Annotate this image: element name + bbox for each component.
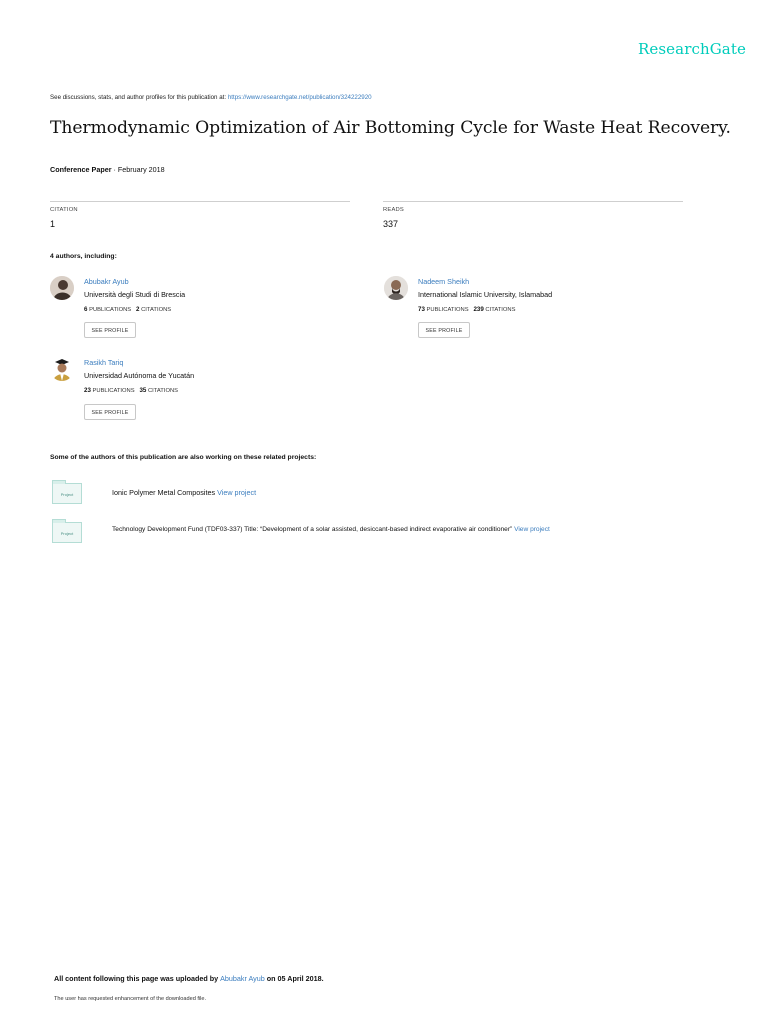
publication-url-link[interactable]: https://www.researchgate.net/publication/324222920 — [227, 94, 372, 101]
author-institution: Università degli Studi di Brescia — [84, 290, 186, 299]
project-item — [112, 526, 550, 533]
reads-label: READS — [383, 207, 404, 213]
see-profile-button[interactable]: SEE PROFILE — [418, 322, 470, 338]
publications-label: PUBLICATIONS — [426, 307, 469, 313]
see-profile-button[interactable]: SEE PROFILE — [84, 322, 136, 338]
project-thumb-label: Project — [60, 531, 74, 536]
avatar[interactable] — [50, 357, 74, 381]
enhancement-note: The user has requested enhancement of the downloaded file. — [54, 996, 207, 1002]
publications-label: PUBLICATIONS — [89, 307, 132, 313]
meta-separator: · — [111, 165, 118, 174]
authors-heading: 4 authors, including: — [50, 253, 117, 260]
author-name-link[interactable]: Abubakr Ayub — [84, 277, 129, 286]
citations-label: CITATIONS — [147, 388, 179, 394]
discussions-prefix: See discussions, stats, and author profiles for this publication at: — [50, 94, 228, 101]
citations-label: CITATIONS — [485, 307, 516, 313]
avatar[interactable] — [384, 276, 408, 300]
author-institution: Universidad Autónoma de Yucatán — [84, 371, 195, 380]
publications-count: 6 — [84, 306, 88, 313]
project-thumbnail[interactable] — [52, 483, 82, 504]
project-thumbnail[interactable] — [52, 522, 82, 543]
see-profile-button[interactable]: SEE PROFILE — [84, 404, 136, 420]
avatar[interactable] — [50, 276, 74, 300]
citations-label: CITATIONS — [141, 307, 172, 313]
author-name-link[interactable]: Rasikh Tariq — [84, 358, 124, 367]
citation-divider — [50, 201, 350, 202]
publications-label: PUBLICATIONS — [92, 388, 135, 394]
author-stats — [418, 306, 515, 313]
paper-title: Thermodynamic Optimization of Air Bottoming Cycle for Waste Heat Recovery. — [50, 118, 731, 138]
author-stats — [84, 306, 171, 313]
author-photo-icon — [384, 276, 408, 300]
author-photo-icon — [50, 357, 74, 381]
citation-value: 1 — [50, 219, 56, 229]
view-project-link[interactable]: View project — [217, 488, 257, 497]
project-item — [112, 488, 256, 497]
upload-info — [54, 974, 324, 983]
upload-suffix: on 05 April 2018. — [264, 974, 324, 983]
author-name-link[interactable]: Nadeem Sheikh — [418, 277, 470, 286]
project-title: Technology Development Fund (TDF03-337) Title: “Development of a solar assisted, desiccant-based indirect evaporative air conditioner” — [112, 526, 513, 533]
reads-value: 337 — [383, 219, 399, 229]
citations-count: 239 — [473, 306, 484, 313]
discussions-line — [50, 94, 372, 101]
paper-type: Conference Paper — [50, 165, 112, 174]
researchgate-logo[interactable]: ResearchGate — [638, 40, 746, 58]
citations-count: 35 — [139, 387, 147, 394]
publications-count: 73 — [418, 306, 425, 313]
author-stats — [84, 387, 178, 394]
author-photo-icon — [50, 276, 74, 300]
paper-meta — [50, 165, 165, 174]
project-title: Ionic Polymer Metal Composites — [112, 488, 216, 497]
publications-count: 23 — [84, 387, 91, 394]
author-institution: International Islamic University, Islamabad — [418, 290, 553, 299]
project-thumb-label: Project — [60, 492, 74, 497]
view-project-link[interactable]: View project — [514, 526, 550, 533]
citation-label: CITATION — [50, 207, 78, 213]
uploader-link[interactable]: Abubakr Ayub — [220, 974, 265, 983]
citations-count: 2 — [136, 306, 140, 313]
reads-divider — [383, 201, 683, 202]
paper-date: February 2018 — [117, 165, 165, 174]
projects-heading: Some of the authors of this publication are also working on these related projects: — [50, 454, 317, 461]
upload-prefix: All content following this page was uploaded by — [54, 974, 221, 983]
